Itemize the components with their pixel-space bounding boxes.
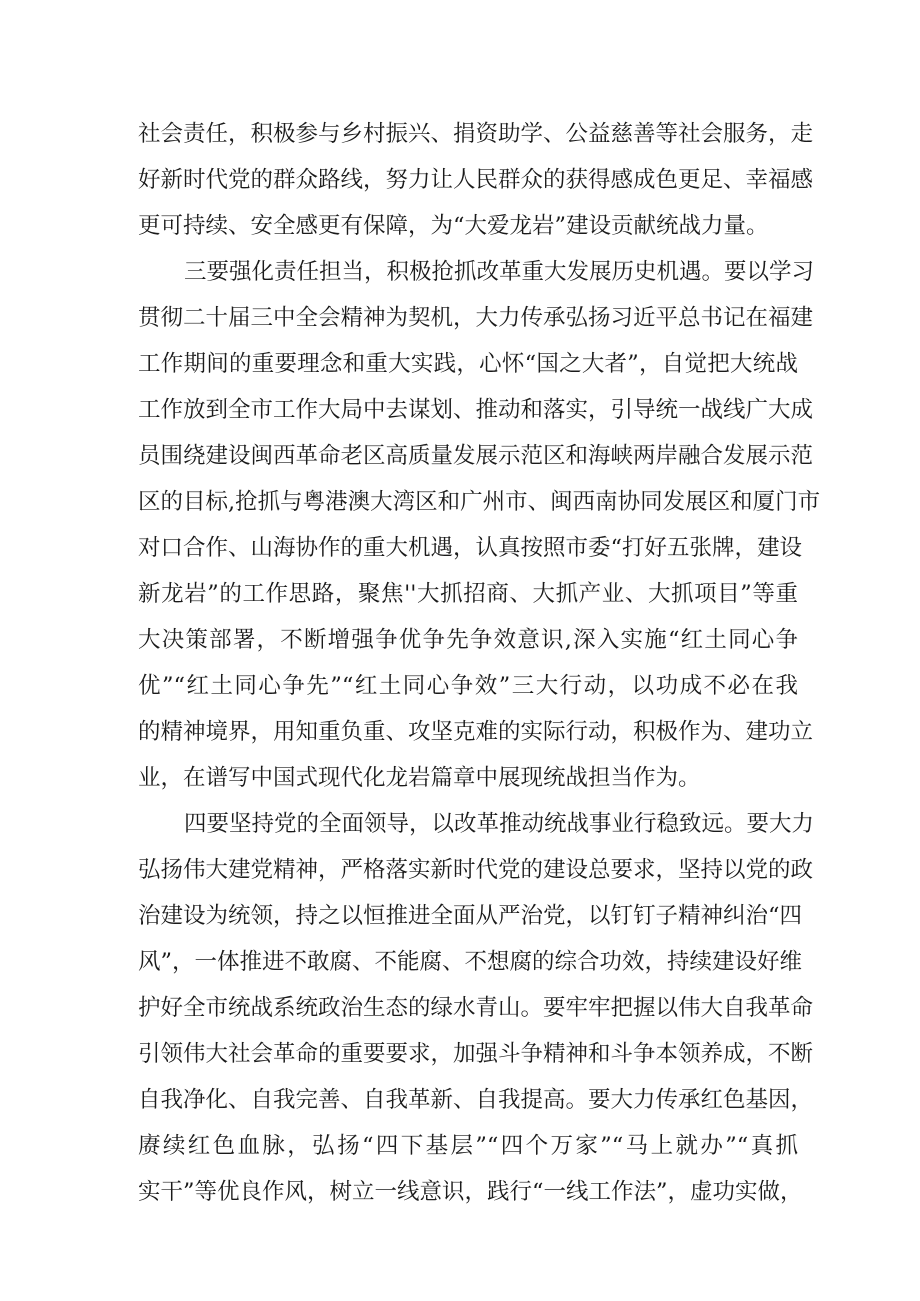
text-line: 赓续红色血脉，弘扬“四下基层”“四个万家”“马上就办”“真抓 xyxy=(138,1133,798,1159)
text-line: 风”，一体推进不敢腐、不能腐、不想腐的综合功效，持续建设好维 xyxy=(138,949,803,975)
text-line: 工作期间的重要理念和重大实践，心怀“国之大者”，自觉把大统战 xyxy=(138,351,798,377)
text-line: 区的目标,抢抓与粤港澳大湾区和广州市、闽西南协同发展区和厦门市 xyxy=(138,489,821,515)
text-line: 社会责任，积极参与乡村振兴、捐资助学、公益慈善等社会服务，走 xyxy=(138,121,814,147)
text-line: 的精神境界，用知重负重、攻坚克难的实际行动，积极作为、建功立 xyxy=(138,719,814,745)
text-line: 护好全市统战系统政治生态的绿水青山。要牢牢把握以伟大自我革命 xyxy=(138,995,814,1021)
text-line: 弘扬伟大建党精神，严格落实新时代党的建设总要求，坚持以党的政 xyxy=(138,857,814,883)
text-line: 自我净化、自我完善、自我革新、自我提高。要大力传承红色基因， xyxy=(138,1087,814,1113)
text-line: 员围绕建设闽西革命老区高质量发展示范区和海峡两岸融合发展示范 xyxy=(138,443,814,469)
paragraph-start-line: 三要强化责任担当，积极抢抓改革重大发展历史机遇。要以学习 xyxy=(184,259,815,285)
text-line: 好新时代党的群众路线，努力让人民群众的获得感成色更足、幸福感 xyxy=(138,167,814,193)
text-line: 治建设为统领，持之以恒推进全面从严治党，以钉钉子精神纠治“四 xyxy=(138,903,803,929)
text-line: 引领伟大社会革命的重要要求，加强斗争精神和斗争本领养成，不断 xyxy=(138,1041,814,1067)
text-line: 实干”等优良作风，树立一线意识，践行“一线工作法”，虚功实做， xyxy=(138,1179,803,1205)
text-line: 对口合作、山海协作的重大机遇，认真按照市委“打好五张牌，建设 xyxy=(138,535,803,561)
text-line: 新龙岩”的工作思路，聚焦''大抓招商、大抓产业、大抓项目”等重 xyxy=(138,581,798,607)
text-line: 工作放到全市工作大局中去谋划、推动和落实，引导统一战线广大成 xyxy=(138,397,814,423)
paragraph-start-line: 四要坚持党的全面领导，以改革推动统战事业行稳致远。要大力 xyxy=(184,811,815,837)
text-line: 业，在谱写中国式现代化龙岩篇章中展现统战担当作为。 xyxy=(138,765,701,791)
text-line: 贯彻二十届三中全会精神为契机，大力传承弘扬习近平总书记在福建 xyxy=(138,305,814,331)
text-line: 大决策部署，不断增强争优争先争效意识,深入实施“红土同心争 xyxy=(138,627,798,653)
text-line: 优”“红土同心争先”“红土同心争效”三大行动，以功成不必在我 xyxy=(138,673,798,699)
text-line: 更可持续、安全感更有保障，为“大爱龙岩”建设贡献统战力量。 xyxy=(138,213,769,239)
